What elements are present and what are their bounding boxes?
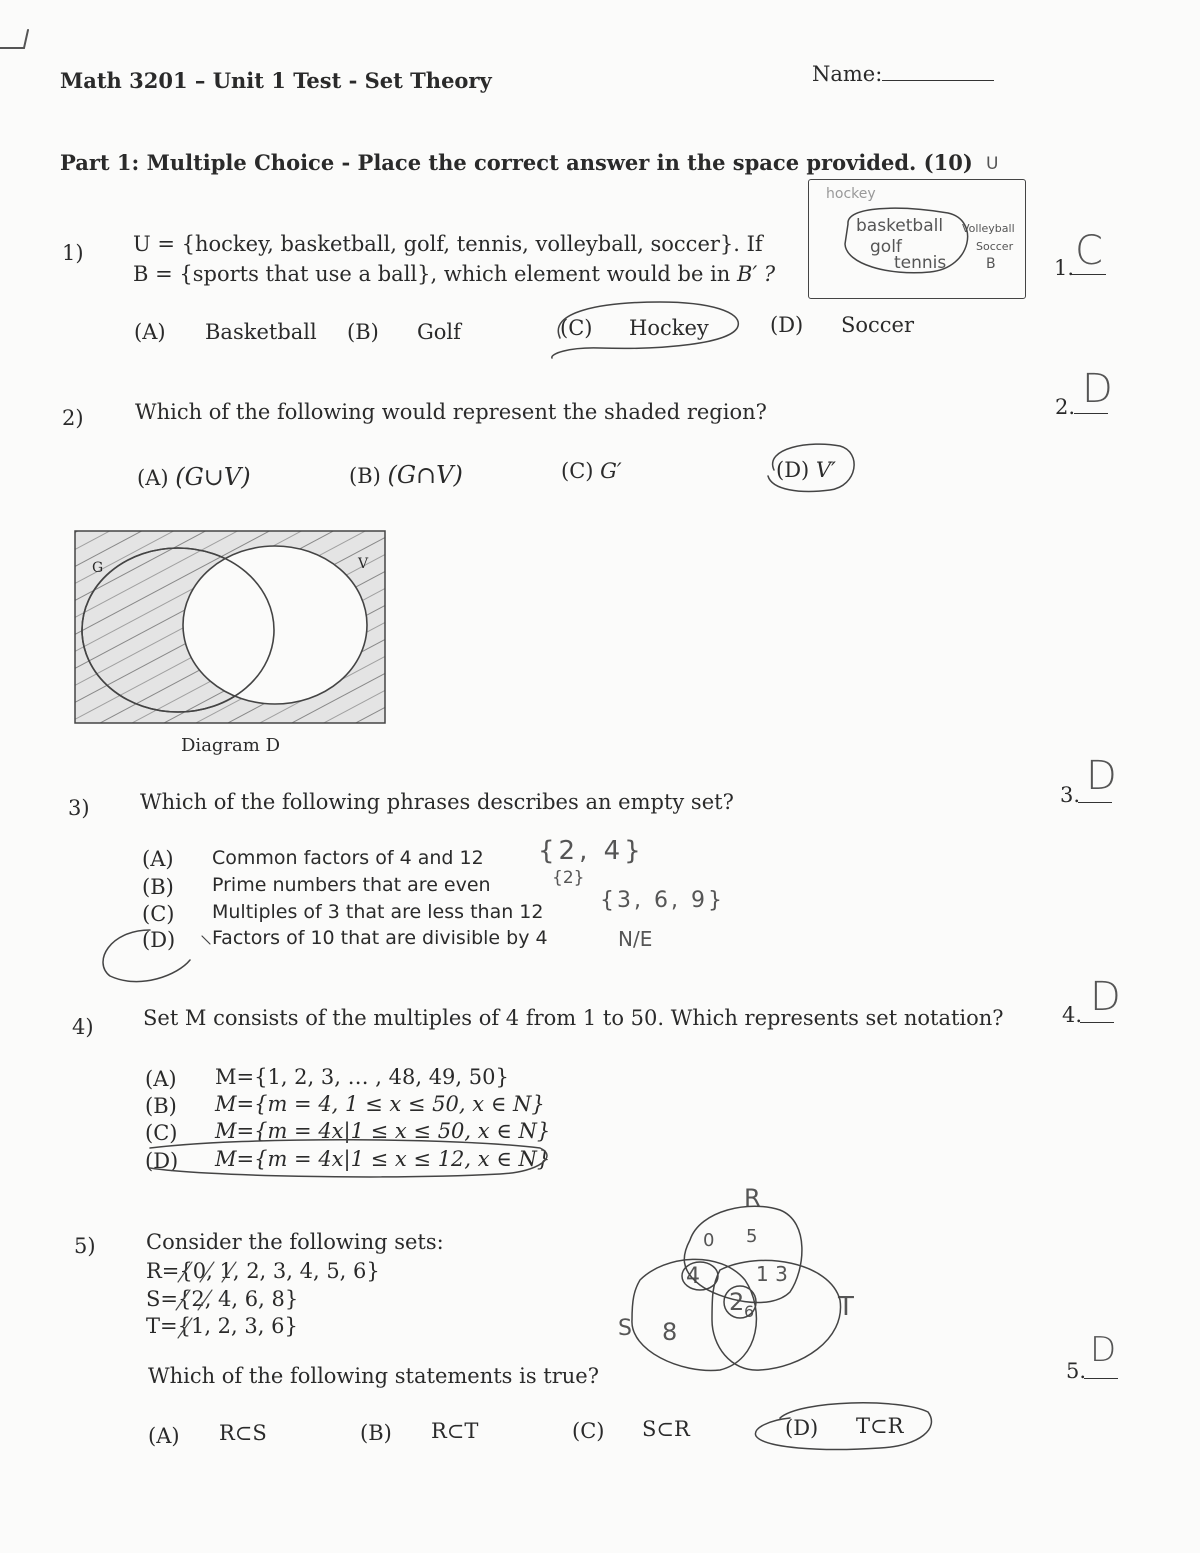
q1-option-b-letter: (B) bbox=[347, 320, 379, 344]
q5-venn-label-t: T bbox=[838, 1292, 854, 1322]
q4-option-d-letter: (D) bbox=[145, 1149, 179, 1173]
q4-option-d-text: M={m = 4x|1 ≤ x ≤ 12, x ∈ N} bbox=[215, 1147, 551, 1171]
q4-option-b-text: M={m = 4, 1 ≤ x ≤ 50, x ∈ N} bbox=[215, 1092, 545, 1116]
q5-set-r: R={0, 1, 2, 3, 4, 5, 6} bbox=[146, 1259, 380, 1283]
q4-option-b-letter: (B) bbox=[145, 1094, 177, 1118]
q1-scratch-soccer: Soccer bbox=[976, 240, 1014, 253]
q1-scratch-basketball: basketball bbox=[856, 216, 944, 236]
q4-option-a-text: M={1, 2, 3, … , 48, 49, 50} bbox=[215, 1065, 509, 1089]
q2-number: 2) bbox=[62, 406, 84, 430]
q5-venn-value-4: 4 bbox=[686, 1264, 700, 1289]
q1-option-c-circle bbox=[552, 302, 738, 358]
q1-universe-mark: U bbox=[986, 154, 999, 174]
q3-answer: D bbox=[1086, 753, 1117, 799]
q3-option-c-text: Multiples of 3 that are less than 12 bbox=[212, 901, 544, 923]
q5-venn-label-s: S bbox=[618, 1316, 632, 1341]
q4-answer-label: 4. bbox=[1062, 1003, 1083, 1027]
q5-option-c-text: S⊂R bbox=[642, 1417, 690, 1441]
q3-option-b-text: Prime numbers that are even bbox=[212, 874, 491, 896]
q2-option-d: (D) V′ bbox=[776, 458, 836, 482]
q5-option-d-letter: (D) bbox=[785, 1416, 819, 1440]
q4-option-d-circle bbox=[150, 1140, 547, 1177]
q5-answer: D bbox=[1090, 1330, 1117, 1370]
q5-venn-value-8: 8 bbox=[662, 1318, 678, 1346]
q2-answer-label: 2. bbox=[1055, 395, 1076, 419]
q4-number: 4) bbox=[72, 1015, 94, 1039]
q1-option-d-text: Soccer bbox=[841, 313, 915, 337]
q1-text-line2: B = {sports that use a ball}, which element would be in B′ ? bbox=[133, 262, 776, 286]
q1-text-line1: U = {hockey, basketball, golf, tennis, volleyball, soccer}. If bbox=[133, 232, 763, 256]
q1-option-d-letter: (D) bbox=[770, 313, 804, 337]
q5-venn-value-1-3: 1 3 bbox=[756, 1262, 788, 1286]
q2-option-b: (B) (G∩V) bbox=[349, 461, 463, 489]
q5-number: 5) bbox=[74, 1234, 96, 1258]
q5-option-c-letter: (C) bbox=[572, 1419, 605, 1443]
q2-venn-label-v: V bbox=[358, 556, 369, 572]
q1-scratch-tennis: tennis bbox=[894, 253, 947, 273]
q1-option-b-text: Golf bbox=[417, 320, 461, 344]
q5-venn-value-6: 6 bbox=[744, 1302, 755, 1321]
q3-option-d-letter: (D) bbox=[142, 928, 176, 952]
q2-text: Which of the following would represent the shaded region? bbox=[135, 400, 767, 424]
q1-answer-label: 1. bbox=[1054, 256, 1075, 280]
test-title: Math 3201 – Unit 1 Test - Set Theory bbox=[60, 68, 492, 93]
q1-option-a-text: Basketball bbox=[205, 320, 317, 344]
q1-option-c-text: Hockey bbox=[629, 316, 709, 340]
q3-option-b-letter: (B) bbox=[142, 875, 174, 899]
q3-note-b: {2} bbox=[552, 868, 585, 888]
q5-venn-label-r: R bbox=[744, 1184, 761, 1212]
q3-note-a: {2, 4} bbox=[538, 836, 645, 866]
q3-note-c: {3, 6, 9} bbox=[600, 888, 725, 913]
q3-option-c-letter: (C) bbox=[142, 902, 175, 926]
q2-diagram-caption: Diagram D bbox=[181, 735, 280, 756]
q5-option-b-text: R⊂T bbox=[431, 1419, 479, 1443]
q4-option-c-text: M={m = 4x|1 ≤ x ≤ 50, x ∈ N} bbox=[215, 1119, 551, 1143]
q5-option-a-letter: (A) bbox=[148, 1424, 180, 1448]
q3-text: Which of the following phrases describes an empty set? bbox=[140, 790, 734, 814]
q4-text: Set M consists of the multiples of 4 from 1 to 50. Which represents set notation? bbox=[143, 1006, 1004, 1030]
q3-option-a-text: Common factors of 4 and 12 bbox=[212, 847, 484, 869]
q3-option-a-letter: (A) bbox=[142, 847, 174, 871]
q5-answer-label: 5. bbox=[1066, 1359, 1087, 1383]
part1-heading: Part 1: Multiple Choice - Place the correct answer in the space provided. (10) bbox=[60, 150, 973, 175]
q2-option-a: (A) (G∪V) bbox=[137, 463, 251, 491]
q3-note-d: N/E bbox=[618, 927, 653, 951]
name-label: Name: bbox=[812, 62, 994, 86]
q4-answer: D bbox=[1090, 974, 1121, 1020]
q1-scratch-golf: golf bbox=[870, 237, 902, 257]
q1-number: 1) bbox=[62, 241, 84, 265]
q5-venn-value-5: 5 bbox=[746, 1226, 758, 1247]
q5-option-d-text: T⊂R bbox=[856, 1414, 904, 1438]
q5-venn-circle-s bbox=[632, 1259, 756, 1370]
q2-option-c: (C) G′ bbox=[561, 459, 622, 483]
q5-set-t: T={1, 2, 3, 6} bbox=[146, 1314, 298, 1338]
q1-scratch-set-b: B bbox=[986, 256, 996, 272]
q3-option-d-circle bbox=[103, 930, 190, 982]
q1-option-c-letter: (C) bbox=[560, 316, 593, 340]
q2-venn-label-g: G bbox=[92, 560, 104, 576]
q3-option-d-text: Factors of 10 that are divisible by 4 bbox=[212, 927, 548, 949]
q1-option-a-letter: (A) bbox=[134, 320, 166, 344]
q5-set-s: S={2, 4, 6, 8} bbox=[146, 1287, 299, 1311]
q5-venn-value-0: 0 bbox=[703, 1230, 715, 1251]
q5-text: Which of the following statements is true? bbox=[148, 1364, 599, 1388]
q2-option-d-circle bbox=[768, 444, 854, 491]
q5-option-b-letter: (B) bbox=[360, 1421, 392, 1445]
q5-venn-value-2: 2 bbox=[729, 1288, 745, 1316]
q5-option-a-text: R⊂S bbox=[219, 1421, 267, 1445]
q2-answer: D bbox=[1082, 366, 1113, 412]
q4-option-a-letter: (A) bbox=[145, 1067, 177, 1091]
q1-answer: C bbox=[1075, 228, 1103, 274]
q4-option-c-letter: (C) bbox=[145, 1121, 178, 1145]
q1-scratch-oval bbox=[845, 208, 968, 273]
q5-venn-circle-r bbox=[684, 1206, 802, 1302]
q3-number: 3) bbox=[68, 796, 90, 820]
q1-scratch-hockey: hockey bbox=[826, 186, 876, 202]
q5-intro: Consider the following sets: bbox=[146, 1230, 444, 1254]
q1-b-complement: B′ ? bbox=[737, 262, 776, 286]
q3-answer-label: 3. bbox=[1060, 783, 1081, 807]
q5-option-d-circle bbox=[755, 1403, 931, 1450]
q1-scratch-volleyball: Volleyball bbox=[962, 222, 1015, 235]
